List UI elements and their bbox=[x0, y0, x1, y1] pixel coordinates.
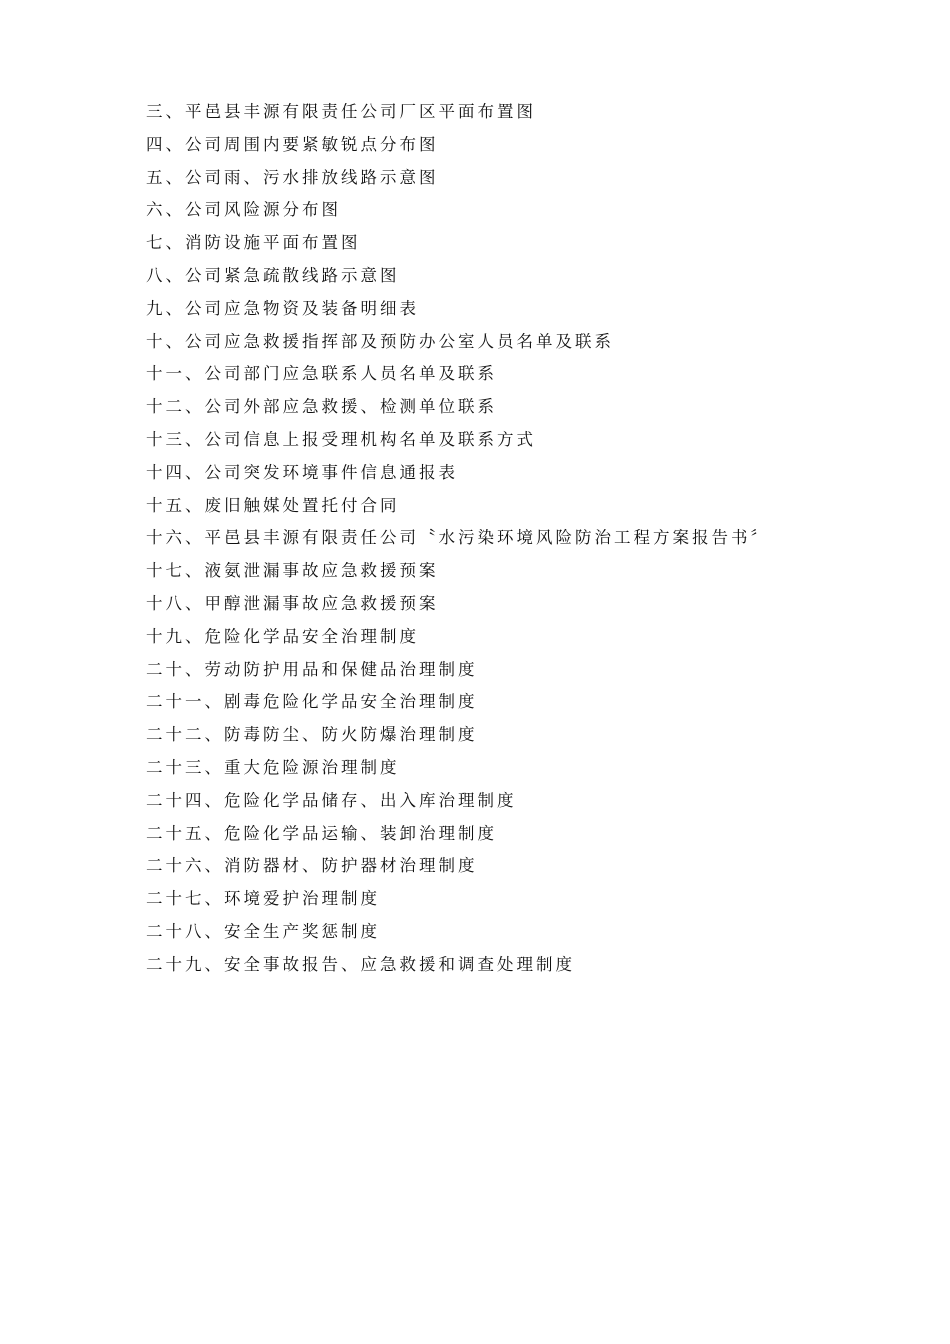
list-item: 五、公司雨、污水排放线路示意图 bbox=[146, 167, 439, 187]
list-item: 十七、液氨泄漏事故应急救援预案 bbox=[146, 561, 439, 581]
list-item: 二十九、安全事故报告、应急救援和调查处理制度 bbox=[146, 954, 575, 974]
list-item: 十、公司应急救援指挥部及预防办公室人员名单及联系 bbox=[146, 331, 614, 351]
list-item: 二十六、消防器材、防护器材治理制度 bbox=[146, 856, 478, 876]
list-item: 二十五、危险化学品运输、装卸治理制度 bbox=[146, 823, 497, 843]
list-item: 十二、公司外部应急救援、检测单位联系 bbox=[146, 397, 497, 417]
list-item: 二十八、安全生产奖惩制度 bbox=[146, 921, 380, 941]
list-item: 二十二、防毒防尘、防火防爆治理制度 bbox=[146, 725, 478, 745]
list-item: 七、消防设施平面布置图 bbox=[146, 233, 361, 253]
list-item: 四、公司周围内要紧敏锐点分布图 bbox=[146, 134, 439, 154]
list-item: 八、公司紧急疏散线路示意图 bbox=[146, 265, 400, 285]
list-item: 三、平邑县丰源有限责任公司厂区平面布置图 bbox=[146, 102, 536, 121]
list-item: 十一、公司部门应急联系人员名单及联系 bbox=[146, 364, 497, 384]
list-item: 十九、危险化学品安全治理制度 bbox=[146, 626, 419, 646]
list-item: 十五、废旧触媒处置托付合同 bbox=[146, 495, 400, 515]
list-item: 二十三、重大危险源治理制度 bbox=[146, 757, 400, 777]
list-item: 二十一、剧毒危险化学品安全治理制度 bbox=[146, 692, 478, 712]
list-item: 十四、公司突发环境事件信息通报表 bbox=[146, 462, 458, 482]
list-item: 十六、平邑县丰源有限责任公司〝水污染环境风险防治工程方案报告书〞 bbox=[146, 528, 770, 548]
appendix-list bbox=[146, 96, 926, 982]
list-item: 二十、劳动防护用品和保健品治理制度 bbox=[146, 659, 478, 679]
list-item: 二十四、危险化学品储存、出入库治理制度 bbox=[146, 790, 517, 810]
list-item: 十三、公司信息上报受理机构名单及联系方式 bbox=[146, 429, 536, 449]
list-item: 六、公司风险源分布图 bbox=[146, 200, 341, 220]
list-item: 十八、甲醇泄漏事故应急救援预案 bbox=[146, 593, 439, 613]
list-item: 九、公司应急物资及装备明细表 bbox=[146, 298, 419, 318]
list-item: 二十七、环境爱护治理制度 bbox=[146, 889, 380, 909]
